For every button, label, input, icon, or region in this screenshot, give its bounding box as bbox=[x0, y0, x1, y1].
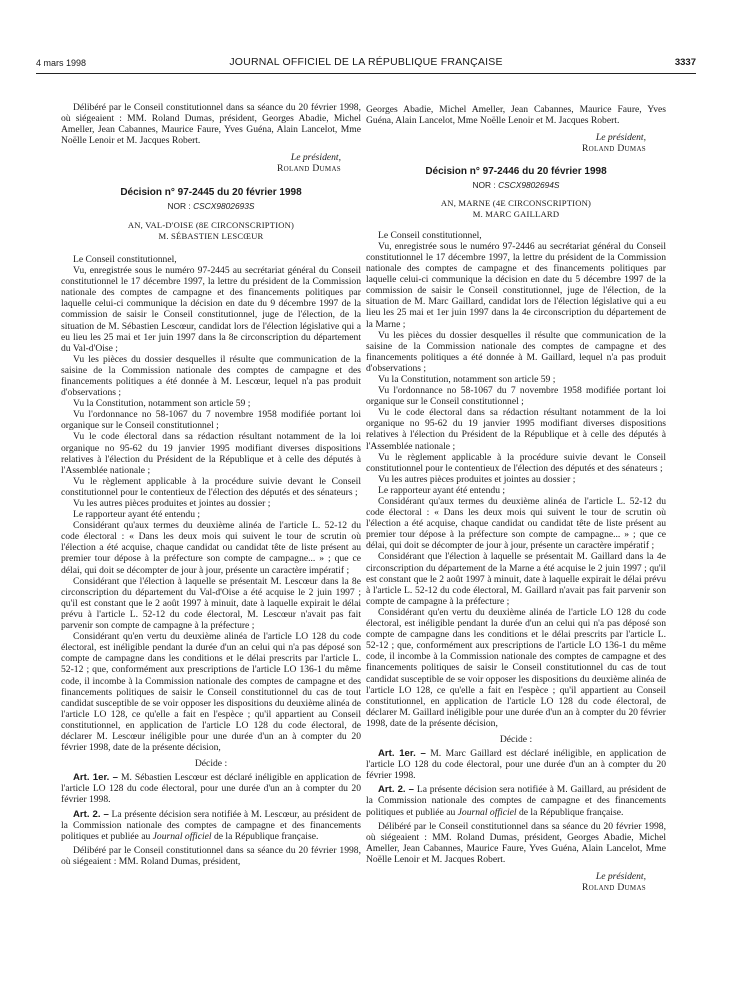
left-para: Considérant que l'élection à laquelle se présentait M. Lescœur dans la 8e circonscription du département du Val-d'Oise a été acquise le 2 juin 1997 ; qu'il est constant que le 2 août 1997 à minuit, date à laquelle expirait le délai prévu à l'article L. 52-12 du code électoral, M. Lescœur n'avait pas fait parvenir son compte de campagne à la préfecture ; bbox=[61, 575, 361, 632]
right-sig-role: Le président, bbox=[595, 132, 646, 144]
right-sig-name: Roland Dumas bbox=[581, 143, 646, 155]
left-para: Vu la Constitution, notamment son article 59 ; bbox=[73, 398, 251, 410]
right-body bbox=[366, 230, 666, 729]
right-outro: Délibéré par le Conseil constitutionnel dans sa séance du 20 février 1998, où siégeaient : MM. Roland Dumas, président, Georges Abadie, Michel Ameller, Jean Cabannes, Maurice Faure, Yves Guéna, Alain Lancelot, Mme Noëlle Lenoir et M. Jacques Robert. bbox=[366, 820, 666, 865]
right-para: Vu, enregistrée sous le numéro 97-2446 au secrétariat général du Conseil constitutionnel le 17 décembre 1997, la lettre du président de la Commission nationale des comptes de campagne et des financements politiques par laquelle celui-ci communique la décision en date du 5 décembre 1997 de la commission de saisir le Conseil constitutionnel, juge de l'élection, de la situation de M. Marc Gaillard, candidat lors de l'élection législative qui a eu lieu les 25 mai et 1er juin 1997 dans la 4e circonscription du département de la Marne ; bbox=[366, 240, 666, 330]
left-sig-name: Roland Dumas bbox=[276, 163, 341, 175]
right-para: Considérant qu'en vertu du deuxième alinéa de l'article LO 128 du code électoral, est inéligible pendant la durée d'un an celui qui n'a pas déposé son compte de campagne dans les conditions et le délai prescrits par l'article L. 52-12 ; que, conformément aux prescriptions de l'article LO 136-1 du même code, il incombe à la Commission nationale des comptes de campagne et des financements politiques de saisir le Conseil constitutionnel du cas de tout candidat susceptible de se voir opposer les dispositions du deuxième alinéa de l'article LO 128, ce qu'elle a fait en l'espèce ; qu'il appartient au Conseil constitutionnel, en application de l'article LO 128 du code électoral, de déclarer M. Gaillard inéligible pour une durée d'un an à compter du 20 février 1998, date de la présente décision, bbox=[366, 606, 666, 729]
left-art2-text-b: de la République française. bbox=[211, 830, 319, 842]
journal-title: JOURNAL OFFICIEL DE LA RÉPUBLIQUE FRANÇAISE bbox=[229, 56, 503, 68]
right-decide: Décide : bbox=[499, 733, 533, 745]
left-signature-role bbox=[61, 152, 361, 163]
right-signature2-role bbox=[366, 871, 666, 882]
left-subtitle-1: AN, VAL-D'OISE (8E CIRCONSCRIPTION) bbox=[127, 219, 295, 230]
right-para: Considérant qu'aux termes du deuxième alinéa de l'article L. 52-12 du code électoral : « Dans les deux mois qui suivent le tour de scrutin où l'élection a été acquise, chaque candidat ou candidat tête de liste présent au premier tour dépose à la préfecture son compte de campagne... » ; que ce délai, qui doit se décompter de jour à jour, présente un caractère impératif ; bbox=[366, 496, 666, 552]
left-nor-code: CSCX9802693S bbox=[193, 200, 255, 211]
right-para: Considérant que l'élection à laquelle se présentait M. Gaillard dans la 4e circonscription du département de la Marne a été acquise le 2 juin 1997 ; qu'il est constant que le 2 août 1997 à minuit, date à laquelle expirait le délai prévu à l'article L. 52-12 du code électoral, M. Gaillard n'avait pas fait parvenir son compte de campagne à la préfecture ; bbox=[366, 551, 666, 607]
left-art2-text-a: La présente décision sera notifiée à M. Lescœur, au président de la Commission nationale des comptes de campagne et des financements politiques et publiée au bbox=[61, 808, 361, 842]
right-art1-text: M. Marc Gaillard est déclaré inéligible, en application de l'article LO 128 du code électoral, pour une durée d'un an à compter du 20 février 1998. bbox=[366, 748, 666, 782]
right-sig2-name: Roland Dumas bbox=[581, 882, 646, 894]
page-number: 3337 bbox=[674, 57, 696, 68]
right-nor-label: NOR : bbox=[472, 180, 499, 191]
left-signature-name bbox=[61, 163, 361, 174]
right-para: Vu les autres pièces produites et jointes au dossier ; bbox=[378, 473, 576, 485]
right-subtitle-1: AN, MARNE (4E CIRCONSCRIPTION) bbox=[440, 197, 592, 208]
right-decision-title: Décision n° 97-2446 du 20 février 1998 bbox=[425, 166, 607, 178]
left-art2-jo: Journal officiel bbox=[152, 830, 212, 842]
right-sig2-role: Le président, bbox=[595, 871, 646, 882]
left-para: Vu le règlement applicable à la procédure suivie devant le Conseil constitutionnel pour le contentieux de l'élection des députés et des sénateurs ; bbox=[61, 475, 361, 498]
left-article-1 bbox=[61, 772, 361, 805]
right-nor bbox=[366, 180, 666, 191]
left-art2-label: Art. 2. – bbox=[73, 808, 109, 820]
right-para: Vu le règlement applicable à la procédure suivie devant le Conseil constitutionnel pour le contentieux de l'élection des députés et des sénateurs ; bbox=[366, 451, 666, 474]
left-para: Considérant qu'aux termes du deuxième alinéa de l'article L. 52-12 du code électoral : « Dans les deux mois qui suivent le tour de scrutin où l'élection a été acquise, chaque candidat ou candidat tête de liste présent au premier tour dépose à la préfecture son compte de campagne... » ; que ce délai, qui doit se décompter de jour à jour, présente un caractère impératif ; bbox=[61, 520, 361, 576]
right-art1-label: Art. 1er. – bbox=[378, 748, 426, 760]
left-art1-text: M. Sébastien Lescœur est déclaré inéligible en application de l'article LO 128 du code électoral, pour une durée d'un an à compter du 20 février 1998. bbox=[61, 772, 362, 806]
right-continuation: Georges Abadie, Michel Ameller, Jean Cabannes, Maurice Faure, Yves Guéna, Alain Lancelot, Mme Noëlle Lenoir et M. Jacques Robert. bbox=[366, 104, 666, 127]
left-sig-role: Le président, bbox=[290, 152, 341, 164]
right-art2-text-a: La présente décision sera notifiée à M. Gaillard, au président de la Commission nationale des comptes de campagne et des financements politiques et publiée au bbox=[366, 784, 666, 818]
page-header bbox=[36, 56, 696, 72]
left-nor bbox=[61, 201, 361, 212]
left-article-2 bbox=[61, 809, 361, 842]
right-art2-jo: Journal officiel bbox=[457, 806, 517, 818]
left-para: Considérant qu'en vertu du deuxième alinéa de l'article LO 128 du code électoral, est inéligible pendant la durée d'un an celui qui n'a pas déposé son compte de campagne dans les conditions et le délai prescrits par l'article L. 52-12 ; que, conformément aux prescriptions de l'article LO 136-1 du même code, il incombe à la Commission nationale des comptes de campagne et des financements politiques de saisir le Conseil constitutionnel du cas de tout candidat susceptible de se voir opposer les dispositions du deuxième alinéa de l'article LO 128, ce qu'elle a fait en l'espèce ; qu'il appartient au Conseil constitutionnel, en application de l'article LO 128 du code électoral, de déclarer M. Lescœur inéligible pour une durée d'un an à compter du 20 février 1998, date de la présente décision, bbox=[61, 631, 361, 754]
right-para: Le Conseil constitutionnel, bbox=[378, 229, 482, 241]
left-intro: Délibéré par le Conseil constitutionnel dans sa séance du 20 février 1998, où siégeaient : MM. Roland Dumas, président, Georges Abadie, Michel Ameller, Jean Cabannes, Maurice Faure, Yves Guéna, Alain Lancelot, Mme Noëlle Lenoir et M. Jacques Robert. bbox=[61, 102, 361, 147]
left-subtitle-2: M. SÉBASTIEN LESCŒUR bbox=[158, 230, 264, 241]
right-art2-label: Art. 2. – bbox=[378, 784, 415, 796]
right-signature2-name bbox=[366, 882, 666, 893]
left-para: Vu les pièces du dossier desquelles il résulte que communication de la saisine de la Commission nationale des comptes de campagne et des financements politiques a été donnée à M. Lescœur, lequel n'a pas produit d'observations ; bbox=[61, 353, 361, 399]
header-date: 4 mars 1998 bbox=[36, 58, 87, 68]
right-article-2 bbox=[366, 784, 666, 817]
right-para: Vu le code électoral dans sa rédaction résultant notamment de la loi organique no 95-62 du 19 janvier 1995 modifiant diverses dispositions relatives à l'élection du Président de la République et à celle des députés à l'Assemblée nationale ; bbox=[366, 407, 666, 452]
header-rule bbox=[36, 73, 696, 74]
right-subtitle-2: M. MARC GAILLARD bbox=[472, 208, 560, 219]
left-para: Le rapporteur ayant été entendu ; bbox=[73, 509, 201, 521]
left-para: Vu l'ordonnance no 58-1067 du 7 novembre 1958 modifiée portant loi organique sur le Conseil constitutionnel ; bbox=[61, 409, 361, 432]
right-para: Vu l'ordonnance no 58-1067 du 7 novembre 1958 modifiée portant loi organique sur le Conseil constitutionnel ; bbox=[366, 385, 666, 408]
left-para: Vu le code électoral dans sa rédaction résultant notamment de la loi organique no 95-62 du 19 janvier 1995 modifiant diverses dispositions relatives à l'élection du Président de la République et à celle des députés à l'Assemblée nationale ; bbox=[61, 431, 361, 476]
right-column bbox=[366, 104, 666, 893]
left-body bbox=[61, 254, 361, 753]
left-para: Vu, enregistrée sous le numéro 97-2445 au secrétariat général du Conseil constitutionnel le 17 décembre 1997, la lettre du président de la Commission nationale des comptes de campagne et des financements politiques par laquelle celui-ci communique la décision en date du 9 décembre 1997 de la commission de saisir le Conseil constitutionnel, juge de l'élection, de la situation de M. Sébastien Lescœur, candidat lors de l'élection législative qui a eu lieu les 25 mai et 1er juin 1997 dans la 8e circonscription du département du Val-d'Oise ; bbox=[61, 265, 361, 354]
left-decision-title: Décision n° 97-2445 du 20 février 1998 bbox=[120, 186, 302, 198]
right-signature-name bbox=[366, 143, 666, 154]
left-column bbox=[61, 102, 361, 867]
right-para: Vu les pièces du dossier desquelles il résulte que communication de la saisine de la Commission nationale des comptes de campagne et des financements politiques a été donnée à M. Gaillard, lequel n'a pas produit d'observations ; bbox=[366, 329, 666, 374]
left-para: Le Conseil constitutionnel, bbox=[73, 253, 177, 265]
right-signature-role bbox=[366, 132, 666, 143]
left-para: Vu les autres pièces produites et jointes au dossier ; bbox=[73, 498, 271, 509]
left-decide: Décide : bbox=[194, 758, 228, 770]
right-para: Vu la Constitution, notamment son article 59 ; bbox=[378, 373, 556, 385]
right-para: Le rapporteur ayant été entendu ; bbox=[378, 484, 506, 496]
left-nor-label: NOR : bbox=[167, 200, 194, 211]
left-art1-label: Art. 1er. – bbox=[73, 772, 118, 784]
right-nor-code: CSCX9802694S bbox=[498, 180, 560, 191]
right-article-1 bbox=[366, 748, 666, 781]
right-art2-text-b: de la République française. bbox=[516, 806, 624, 818]
left-outro: Délibéré par le Conseil constitutionnel dans sa séance du 20 février 1998, où siégeaient : MM. Roland Dumas, président, bbox=[61, 844, 361, 867]
